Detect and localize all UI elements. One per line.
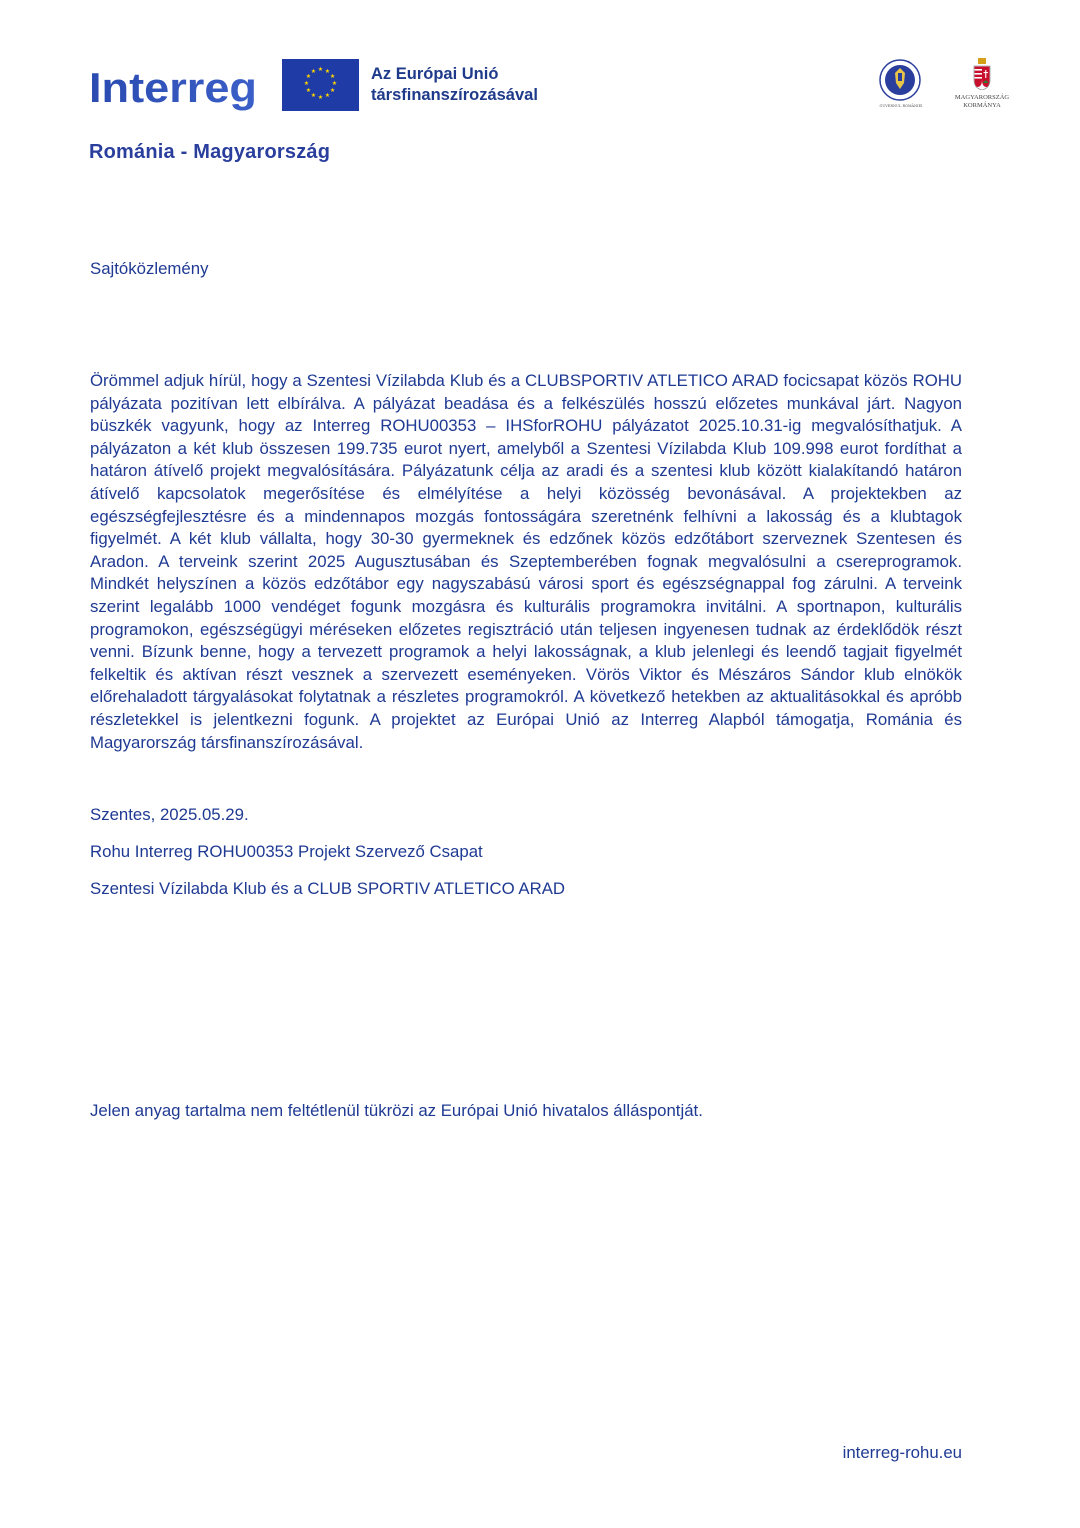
svg-text:★: ★ <box>324 92 331 100</box>
eu-flag-icon <box>282 59 359 111</box>
svg-text:★: ★ <box>317 94 324 101</box>
svg-text:★: ★ <box>329 87 336 94</box>
svg-text:★: ★ <box>329 73 336 80</box>
hungary-caption-line2: KORMÁNYA <box>963 102 1001 109</box>
hungary-caption-line1: MAGYARORSZÁG <box>954 94 1010 101</box>
document-title: Sajtóközlemény <box>90 259 209 278</box>
svg-text:★: ★ <box>305 87 312 94</box>
svg-text:★: ★ <box>305 73 312 80</box>
svg-text:★: ★ <box>324 67 331 75</box>
hungary-coat-of-arms-icon <box>972 58 992 90</box>
interreg-logo-text: Interreg <box>89 68 257 111</box>
website-link[interactable]: interreg-rohu.eu <box>842 1443 962 1462</box>
signature-clubs: Szentesi Vízilabda Klub és a CLUB SPORTIV ATLETICO ARAD <box>90 879 566 898</box>
svg-text:★: ★ <box>303 80 310 87</box>
romania-caption: GUVERNUL ROMÂNIEI <box>879 104 923 108</box>
program-name: Románia - Magyarország <box>89 141 331 163</box>
eu-text-line2: társfinanszírozásával <box>371 86 538 104</box>
romania-government-seal-icon <box>879 59 921 101</box>
eu-cofinancing-text <box>371 64 538 106</box>
svg-text:★: ★ <box>331 80 338 87</box>
eu-text-line1: Az Európai Unió <box>371 65 499 83</box>
svg-text:★: ★ <box>310 92 317 100</box>
svg-text:★: ★ <box>317 66 324 73</box>
interreg-logo <box>89 68 261 113</box>
place-and-date: Szentes, 2025.05.29. <box>90 805 249 824</box>
hungary-caption <box>948 94 1016 110</box>
svg-text:★: ★ <box>310 67 317 75</box>
eu-disclaimer: Jelen anyag tartalma nem feltétlenül tükrözi az Európai Unió hivatalos álláspontját. <box>90 1101 703 1120</box>
press-release-body: Örömmel adjuk hírül, hogy a Szentesi Vízilabda Klub és a CLUBSPORTIV ATLETICO ARAD focicsapat közös ROHU pályázata pozitívan lett elbírálva. A pályázat beadása és a felkészülés hosszú előzetes munkával járt. Nagyon büszkék vagyunk, hogy az Interreg ROHU00353 – IHSforROHU pályázatot 2025.10.31-ig megvalósíthatjuk. A pályázaton a két klub összesen 199.735 eurot nyert, amelyből a Szentesi Vízilabda Klub 109.998 eurot fordíthat a határon átívelő projekt megvalósítására. Pályázatunk célja az aradi és a szentesi klub között kialakítandó határon átívelő kapcsolatok megerősítése és elmélyítése a helyi közösség bevonásával. A projektekben az egészségfejlesztésre és a mindennapos mozgás fontosságára szeretnénk felhívni a lakosság és a klubtagok figyelmét. A két klub vállalta, hogy 30-30 gyermeknek és edzőnek közös edzőtábort szerveznek Szentesen és Aradon. A terveink szerint 2025 Augusztusában és Szeptemberében fognak megvalósulni a csereprogramok. Mindkét helyszínen a közös edzőtábor egy nagyszabású városi sport és egészségnappal fog zárulni. A terveink szerint legalább 1000 vendéget fogunk mozgásra és kulturális programokra invitálni. A sportnapon, kulturális programokon, egészségügyi méréseken előzetes regisztráció után teljesen ingyenesen tudnak az érdeklődök részt venni. Bízunk benne, hogy a tervezett programok a helyi lakosságnak, a klub jelenlegi és leendő tagjait figyelmét felkeltik és aktívan részt vesznek a szervezett eseményeken. Vörös Viktor és Mészáros Sándor klub elnökök előrehaladott tárgyalásokat folytatnak a részletes programokról. A következő hetekben az aktualitásokkal és apróbb részletekkel is jelentkezni fogunk. A projektet az Európai Unió az Interreg Alapból támogatja, Románia és Magyarország társfinanszírozásával. <box>90 371 962 752</box>
signature-team: Rohu Interreg ROHU00353 Projekt Szervező Csapat <box>90 842 483 861</box>
